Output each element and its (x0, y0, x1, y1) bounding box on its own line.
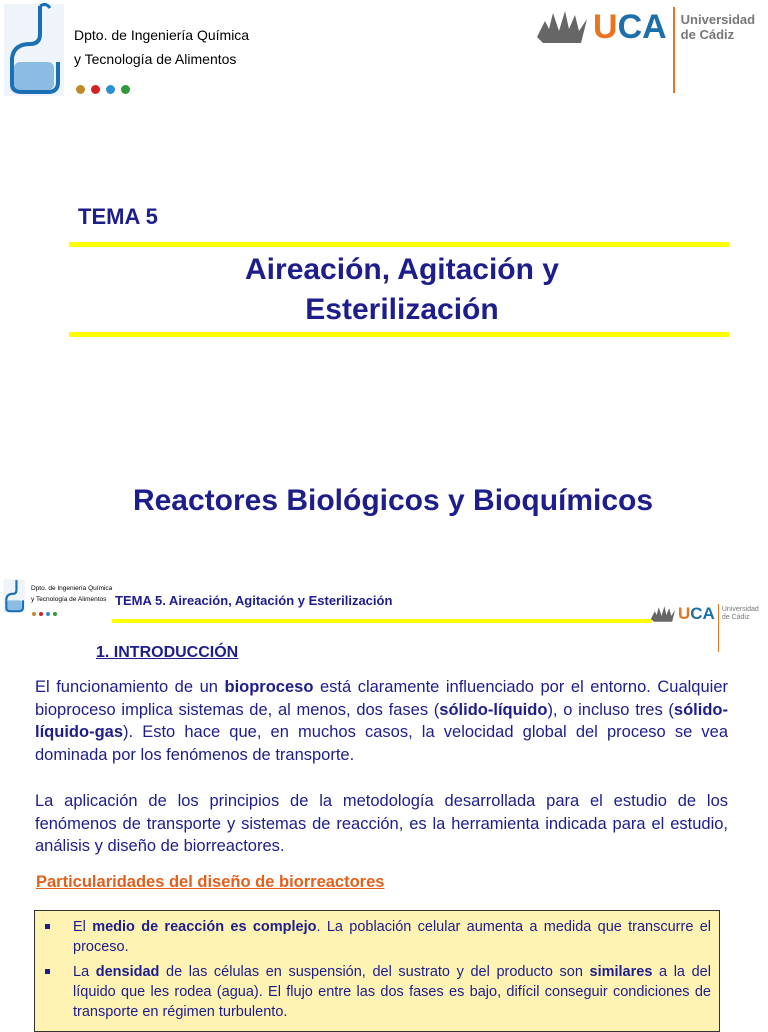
uca-wordmark (593, 8, 667, 47)
uca-emblem-icon (650, 604, 676, 624)
uca-ca: CA (617, 7, 667, 46)
flask-icon (2, 575, 28, 617)
title-line1: Aireación, Agitación y (245, 253, 559, 286)
uca-uni-text (681, 12, 755, 42)
uca-uni-line1: Universidad (680, 12, 756, 27)
bullet-item (45, 962, 711, 1022)
intro-paragraph (35, 676, 728, 766)
uca-ca: CA (690, 604, 715, 623)
bullet-text (73, 962, 711, 1022)
content-slide (0, 560, 768, 1024)
dept-logo (0, 0, 252, 100)
bullet-text-part: de las células en suspensión, del sustrato y del producto son (159, 964, 590, 980)
bullet-bold-part: densidad (95, 964, 160, 980)
bullet-bold-part: medio de reacción es complejo (92, 919, 317, 935)
bullet-text-part: La (73, 964, 96, 980)
para1-text1: El funcionamiento de un (35, 678, 225, 696)
uca-u: U (678, 604, 691, 623)
uca-u: U (593, 7, 618, 46)
para1-bold2: sólido-líquido (439, 700, 548, 719)
uca-emblem-icon (535, 7, 589, 47)
para1-bold3: sólido-líquido-gas (35, 700, 728, 741)
dot-icon (91, 85, 100, 94)
tema-label: TEMA 5 (78, 204, 158, 229)
para1-text2: está claramente influenciado por el entorno. Cualquier bioproceso implica sistemas de, al menos, dos fases ( (35, 678, 728, 719)
uca-uni-line2: de Cádiz (721, 614, 750, 621)
dot-icon (46, 612, 50, 616)
uca-uni-line2: de Cádiz (680, 27, 735, 42)
bullet-text (73, 917, 711, 957)
flask-icon (0, 0, 72, 100)
title-line2: Esterilización (305, 293, 499, 326)
particularidades-title: Particularidades del diseño de biorreactores (36, 873, 385, 891)
para1-text4: ). Esto hace que, en muchos casos, la velocidad global del proceso se vea dominada por los fenómenos de transporte. (35, 723, 728, 764)
para1-bold1: bioproceso (224, 678, 314, 696)
bullet-square-icon (45, 924, 50, 929)
dept-name-line1: Dpto. de Ingeniería Química (31, 585, 113, 592)
uca-separator (718, 604, 719, 652)
header-yellow-rule (112, 619, 652, 623)
uca-logo-small (650, 576, 759, 652)
color-dots (32, 612, 57, 616)
bullet-item (45, 917, 711, 957)
dept-name-line2: y Tecnología de Alimentos (74, 51, 237, 67)
bullet-bold-part: similares (589, 964, 653, 980)
header-title: TEMA 5. Aireación, Agitación y Esterilización (115, 593, 393, 608)
uca-uni-text (722, 606, 759, 622)
dept-name-line1: Dpto. de Ingeniería Química (74, 27, 250, 43)
slide-subtitle: Reactores Biológicos y Bioquímicos (132, 484, 654, 517)
bullet-text-part: . La población celular aumenta a medida que transcurre el proceso. (73, 919, 711, 955)
dot-icon (76, 85, 85, 94)
uca-separator (673, 7, 675, 93)
uca-wordmark (678, 604, 715, 624)
dot-icon (53, 612, 57, 616)
bullet-box (34, 910, 720, 1032)
dot-icon (121, 85, 130, 94)
bullet-text-part: El (73, 919, 93, 935)
dept-name-line2: y Tecnología de Alimentos (31, 596, 107, 603)
bullet-square-icon (45, 969, 50, 974)
methodology-paragraph: La aplicación de los principios de la metodología desarrollada para el estudio de los fenómenos de transporte y sistemas de reacción, es la herramienta indicada para el estudio, análisis y diseño de biorreactores. (35, 792, 728, 855)
slide-title (0, 250, 768, 330)
uca-logo (535, 4, 755, 94)
dot-icon (106, 85, 115, 94)
dept-logo-small (0, 575, 113, 621)
dot-icon (32, 612, 36, 616)
bullet-text-part: a la del líquido que les rodea (agua). El flujo entre las dos fases es bajo, difícil conseguir condiciones de transporte en régimen turbulento. (73, 964, 711, 1020)
color-dots (76, 85, 130, 94)
para1-text3: ), o incluso tres ( (547, 700, 674, 719)
yellow-rule-bottom (69, 332, 729, 337)
section-title: 1. INTRODUCCIÓN (96, 644, 239, 661)
dot-icon (39, 612, 43, 616)
uca-uni-line1: Universidad (721, 606, 759, 613)
yellow-rule-top (69, 242, 729, 247)
